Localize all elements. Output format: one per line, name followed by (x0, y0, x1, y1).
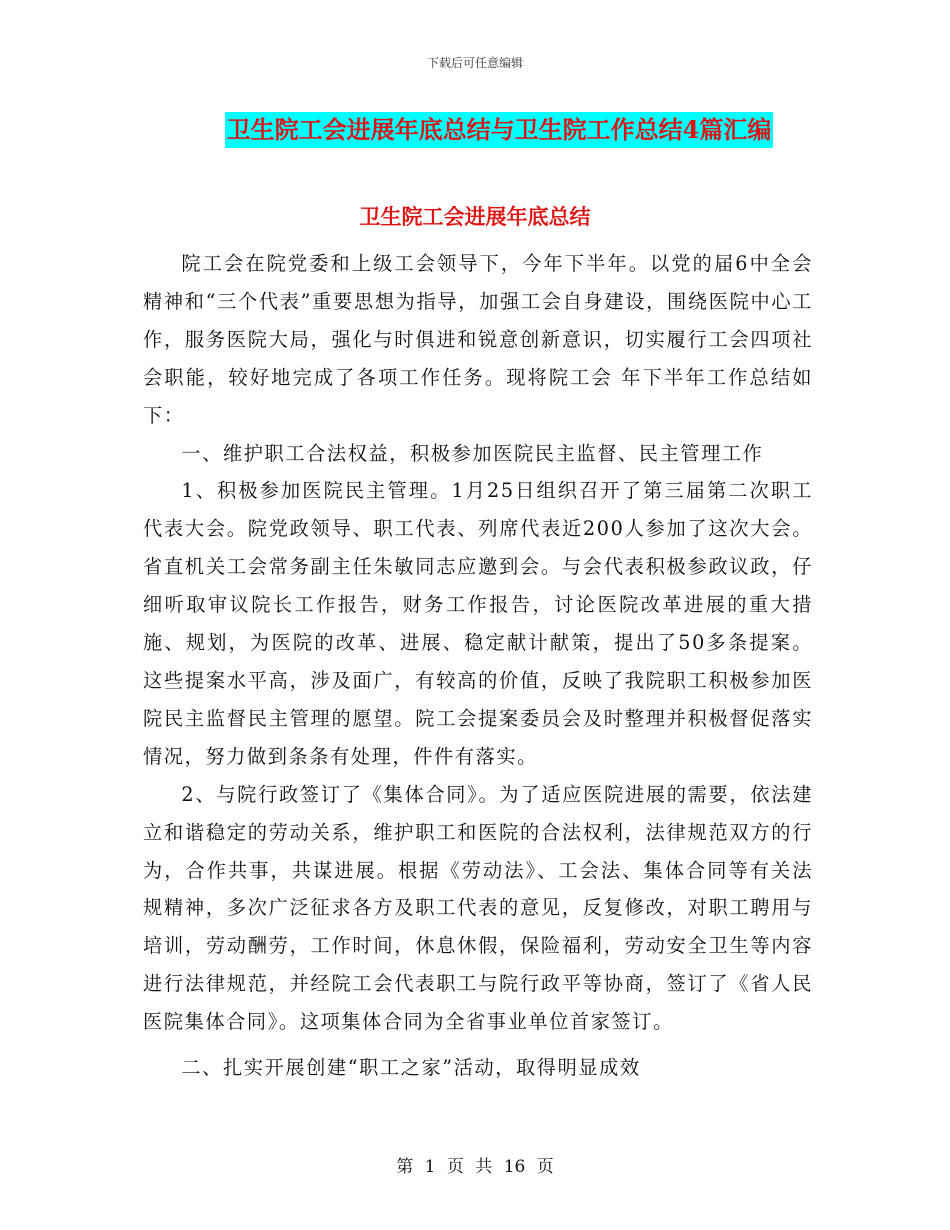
paragraph-heading-one: 一、维护职工合法权益，积极参加医院民主监督、民主管理工作 (181, 441, 764, 465)
page-footer: 第 1 页 共 16 页 (396, 1157, 554, 1177)
paragraph-heading-two: 二、扎实开展创建“职工之家”活动，取得明显成效 (181, 1056, 641, 1080)
paragraph-item-one: 1、积极参加医院民主管理。1月25日组织召开了第三届第二次职工代表大会。院党政领导、职工代表、列席代表近200人参加了这次大会。省直机关工会常务副主任朱敏同志应邀到会。与会代表积极参政议政，仔细听取审议院长工作报告，财务工作报告，讨论医院改革进展的重大措施、规划，为医院的改革、进展、稳定献计献策，提出了50多条提案。这些提案水平高，涉及面广，有较高的价值，反映了我院职工积极参加医院民主监督民主管理的愿望。院工会提案委员会及时整理并积极督促落实情况，努力做到条条有处理，件件有落实。 (143, 479, 813, 768)
body-text (143, 245, 813, 1087)
document-title: 卫生院工会进展年底总结与卫生院工作总结4篇汇编 (225, 112, 774, 148)
paragraph-intro: 院工会在院党委和上级工会领导下，今年下半年。以党的届6中全会精神和“三个代表”重要思想为指导，加强工会自身建设，围绕医院中心工作，服务医院大局，强化与时俱进和锐意创新意识，切实履行工会四项社会职能，较好地完成了各项工作任务。现将院工会 年下半年工作总结如下： (143, 252, 813, 427)
page-header-note: 下载后可任意编辑 (426, 56, 523, 70)
document-title-container (0, 112, 950, 148)
paragraph-item-two: 2、与院行政签订了《集体合同》。为了适应医院进展的需要，依法建立和谐稳定的劳动关系，维护职工和医院的合法权利，法律规范双方的行为，合作共事，共谋进展。根据《劳动法》、工会法、集体合同等有关法规精神，多次广泛征求各方及职工代表的意见，反复修改，对职工聘用与培训，劳动酬劳，工作时间，休息休假，保险福利，劳动安全卫生等内容进行法律规范，并经院工会代表职工与院行政平等协商，签订了《省人民医院集体合同》。这项集体合同为全省事业单位首家签订。 (143, 782, 813, 1034)
section-title: 卫生院工会进展年底总结 (359, 204, 591, 229)
